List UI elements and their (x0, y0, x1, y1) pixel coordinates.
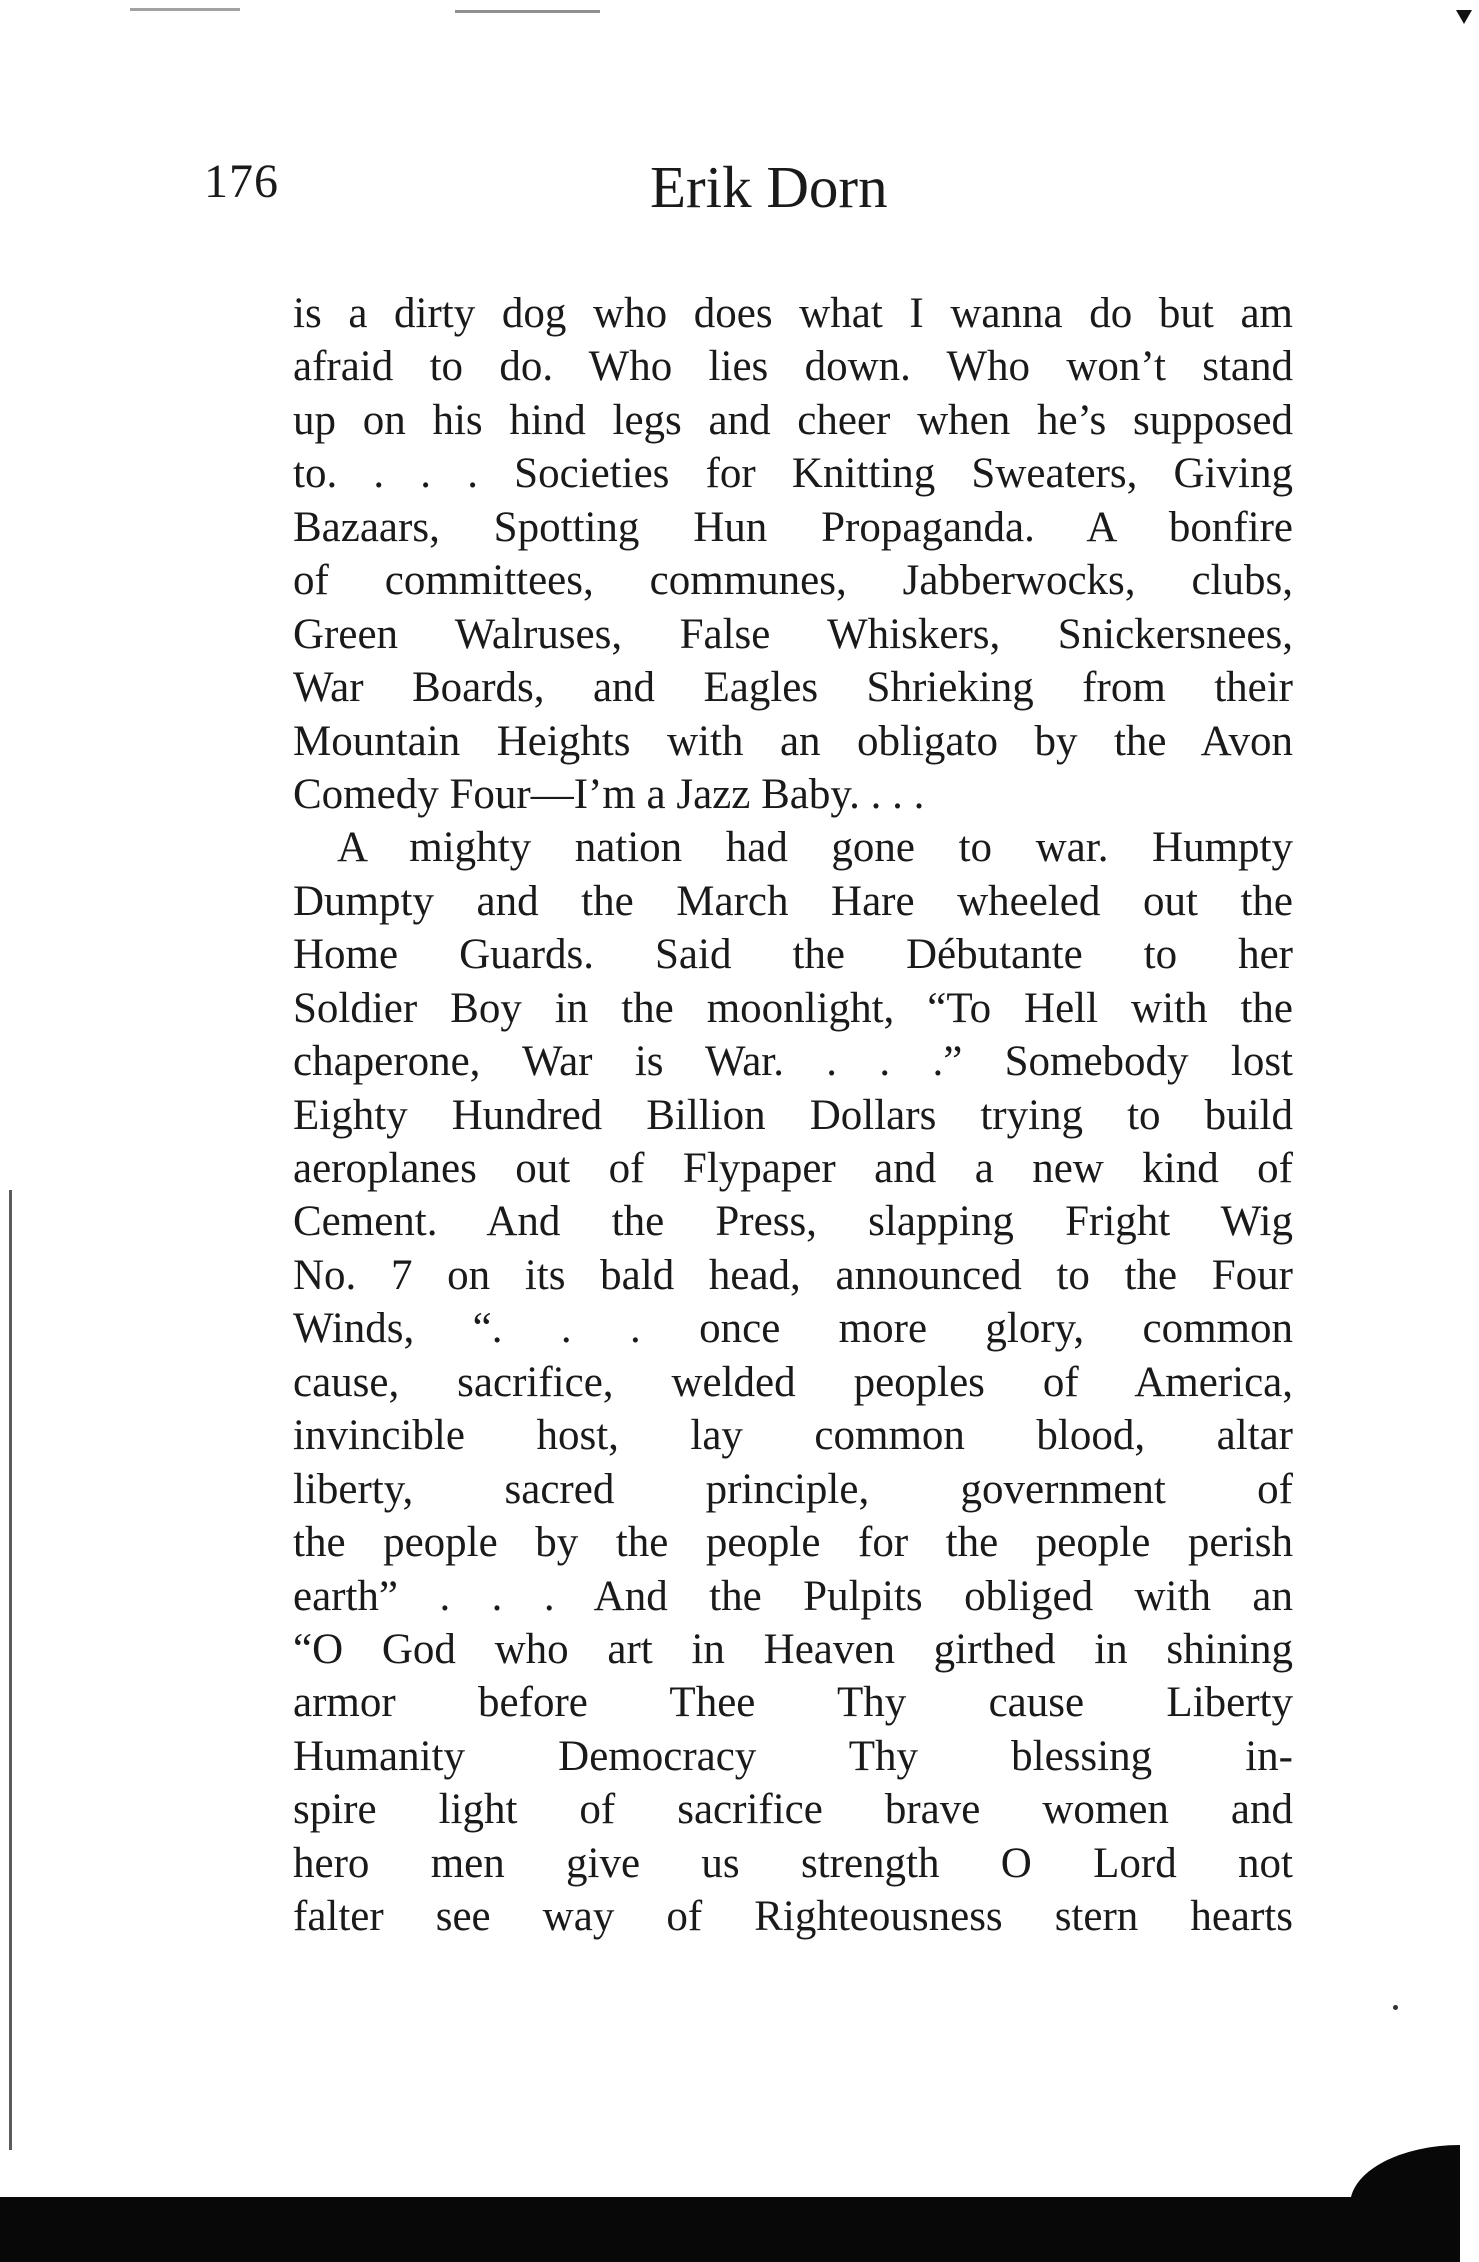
text-line: “O God who art in Heaven girthed in shining (293, 1625, 1293, 1673)
text-line: Green Walruses, False Whiskers, Snickersnees, (293, 610, 1293, 658)
text-line: A mighty nation had gone to war. Humpty (337, 824, 1293, 872)
scan-artifact-left-edge (9, 1190, 12, 2150)
scan-shadow-curl (1350, 2145, 1460, 2205)
text-line: earth” . . . And the Pulpits obliged with an (293, 1572, 1293, 1620)
text-line: Winds, “. . . once more glory, common (293, 1305, 1293, 1353)
text-line: War Boards, and Eagles Shrieking from their (293, 664, 1293, 712)
text-line: the people by the people for the people perish (293, 1519, 1293, 1567)
text-line: liberty, sacred principle, government of (293, 1465, 1293, 1513)
text-line: cause, sacrifice, welded peoples of America, (293, 1358, 1293, 1406)
text-line: spire light of sacrifice brave women and (293, 1786, 1293, 1834)
text-line: falter see way of Righteousness stern hearts (293, 1893, 1293, 1941)
text-line: Humanity Democracy Thy blessing in- (293, 1732, 1293, 1780)
text-line: Mountain Heights with an obligato by the Avon (293, 717, 1293, 765)
text-line: up on his hind legs and cheer when he’s supposed (293, 396, 1293, 444)
scan-artifact-dot (1393, 2005, 1398, 2010)
text-line: No. 7 on its bald head, announced to the Four (293, 1251, 1293, 1299)
text-line: armor before Thee Thy cause Liberty (293, 1679, 1293, 1727)
scan-artifact-top-middle (455, 10, 600, 13)
body-text (293, 287, 1293, 1944)
text-line: afraid to do. Who lies down. Who won’t stand (293, 343, 1293, 391)
text-line: Comedy Four—I’m a Jazz Baby. . . . (293, 770, 925, 818)
text-line: Cement. And the Press, slapping Fright Wig (293, 1198, 1293, 1246)
text-line: Home Guards. Said the Débutante to her (293, 931, 1293, 979)
text-line: hero men give us strength O Lord not (293, 1839, 1293, 1887)
text-line: chaperone, War is War. . . .” Somebody lost (293, 1038, 1293, 1086)
running-head-title: Erik Dorn (650, 154, 888, 220)
scan-artifact-top-right (1456, 10, 1472, 24)
page-number: 176 (204, 155, 279, 208)
text-line: to. . . . Societies for Knitting Sweaters, Giving (293, 450, 1293, 498)
text-line: Soldier Boy in the moonlight, “To Hell with the (293, 984, 1293, 1032)
scan-shadow-bottom (0, 2197, 1460, 2262)
text-line: Eighty Hundred Billion Dollars trying to build (293, 1091, 1293, 1139)
text-line: is a dirty dog who does what I wanna do but am (293, 290, 1293, 337)
text-line: aeroplanes out of Flypaper and a new kind of (293, 1145, 1293, 1192)
text-line: Dumpty and the March Hare wheeled out the (293, 877, 1293, 925)
text-line: Bazaars, Spotting Hun Propaganda. A bonfire (293, 503, 1293, 551)
scan-artifact-top-left (130, 8, 240, 11)
text-line: invincible host, lay common blood, altar (293, 1412, 1293, 1460)
text-line: of committees, communes, Jabberwocks, clubs, (293, 557, 1293, 605)
